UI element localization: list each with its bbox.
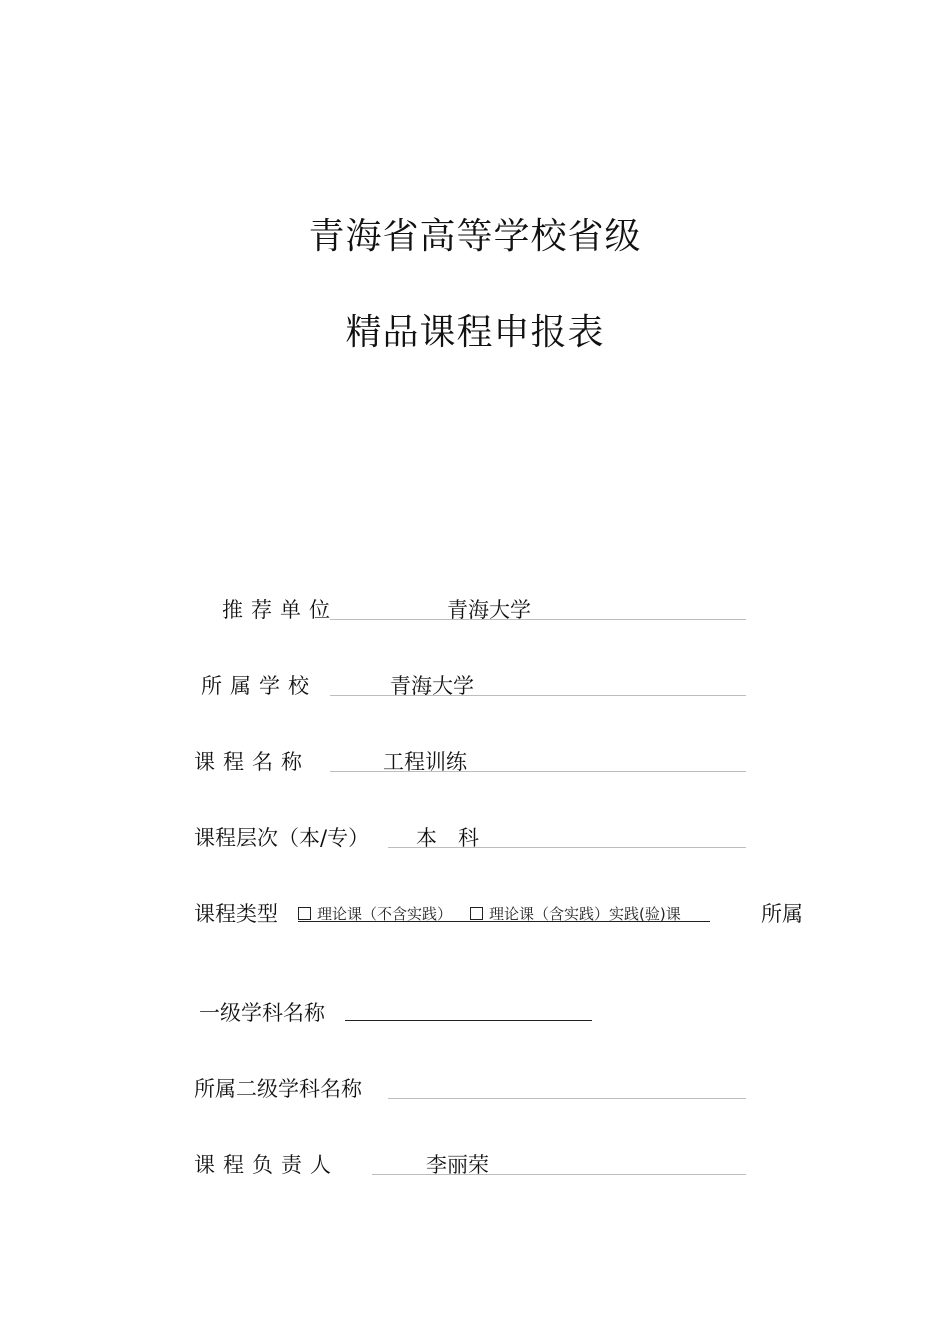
course-name-label: 课程名称	[194, 750, 310, 774]
recommend-unit-underline	[330, 619, 746, 620]
course-level-label: 课程层次（本/专）	[194, 826, 370, 850]
course-level-value[interactable]: 本 科	[416, 826, 479, 850]
recommend-unit-label: 推荐单位	[222, 598, 338, 622]
checkbox-icon[interactable]	[470, 907, 483, 920]
course-leader-value[interactable]: 李丽荣	[426, 1153, 489, 1177]
school-underline	[330, 695, 746, 696]
school-value[interactable]: 青海大学	[390, 674, 474, 698]
checkbox-icon[interactable]	[298, 907, 311, 920]
course-name-value[interactable]: 工程训练	[383, 750, 467, 774]
course-type-trailing: 所属	[761, 902, 803, 926]
school-label: 所属学校	[201, 674, 317, 698]
course-type-underline	[298, 921, 710, 922]
recommend-unit-value[interactable]: 青海大学	[447, 598, 531, 622]
course-type-label: 课程类型	[194, 902, 278, 926]
discipline-2-underline	[388, 1098, 746, 1099]
discipline-1-label: 一级学科名称	[199, 1001, 325, 1025]
page-title-line1: 青海省高等学校省级	[308, 216, 642, 257]
course-level-underline	[388, 847, 746, 848]
course-name-underline	[330, 771, 746, 772]
course-type-option-1-label: 理论课（不含实践）	[317, 905, 453, 923]
page-title-line2: 精品课程申报表	[345, 312, 605, 353]
discipline-2-label: 所属二级学科名称	[194, 1077, 362, 1101]
course-type-option-2-label: 理论课（含实践）实践(验)课	[489, 905, 681, 923]
course-leader-label: 课程负责人	[194, 1153, 339, 1177]
course-leader-underline	[372, 1174, 746, 1175]
discipline-1-underline	[345, 1020, 592, 1021]
